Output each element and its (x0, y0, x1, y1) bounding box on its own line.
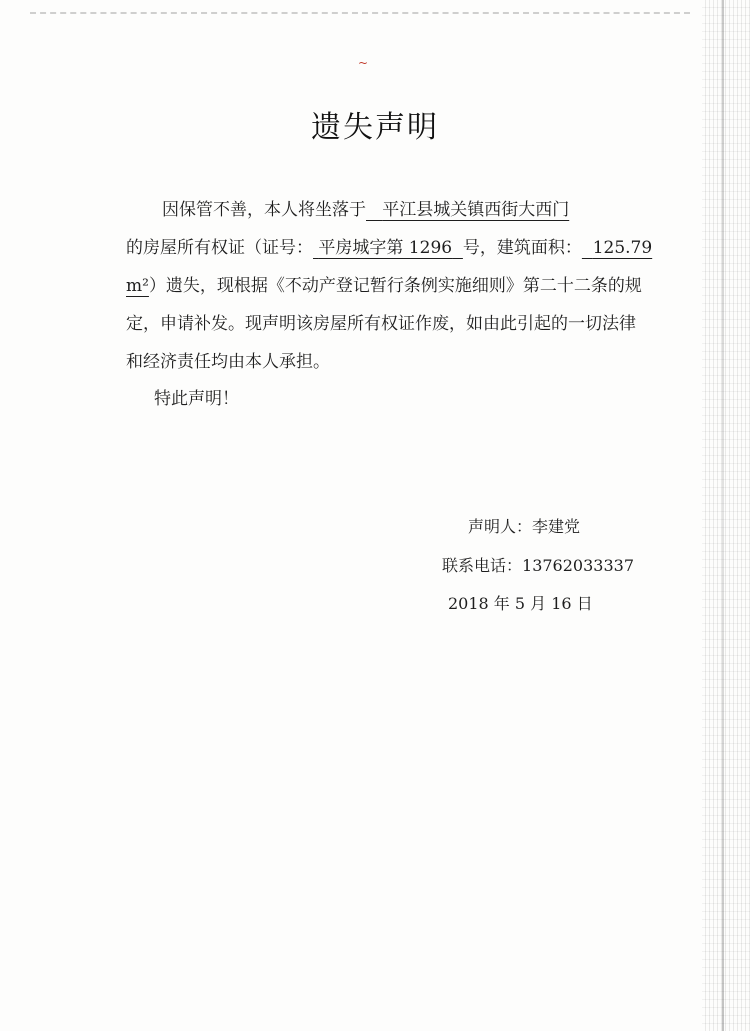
body-line-2-prefix: 的房屋所有权证（证号： (126, 238, 313, 258)
building-area: 125.79 (592, 238, 653, 258)
body-line-2-mid: 号，建筑面积： (462, 238, 582, 258)
scan-edge-noise (702, 0, 750, 1031)
declarant-label: 声明人： (468, 517, 533, 536)
closing-statement: 特此声明！ (154, 389, 239, 409)
body-line-3 (126, 273, 642, 299)
signature-date: 2018 年 5 月 16 日 (448, 594, 593, 613)
phone-label: 联系电话： (442, 556, 523, 575)
body-line-3-rest: ）遗失，现根据《不动产登记暂行条例实施细则》第二十二条的规 (148, 276, 642, 296)
declarant-name: 李建党 (532, 517, 581, 536)
body-line-4: 定，申请补发。现声明该房屋所有权证作废，如由此引起的一切法律 (126, 314, 636, 334)
body-line-2 (126, 235, 652, 261)
body-line-1-prefix: 因保管不善，本人将坐落于 (162, 200, 366, 220)
top-mark: ~ (358, 56, 369, 70)
phone-number: 13762033337 (522, 556, 634, 575)
certificate-number: 平房城字第 1296 (318, 238, 453, 258)
scan-border (30, 12, 690, 14)
scan-edge-line (722, 0, 724, 1031)
document-title: 遗失声明 (311, 110, 439, 145)
area-unit: m² (126, 276, 149, 296)
contact-phone (442, 554, 634, 578)
body-line-5: 和经济责任均由本人承担。 (126, 352, 330, 372)
property-location: 平江县城关镇西街大西门 (382, 200, 570, 220)
body-line-1 (162, 197, 569, 223)
declarant (468, 515, 580, 539)
